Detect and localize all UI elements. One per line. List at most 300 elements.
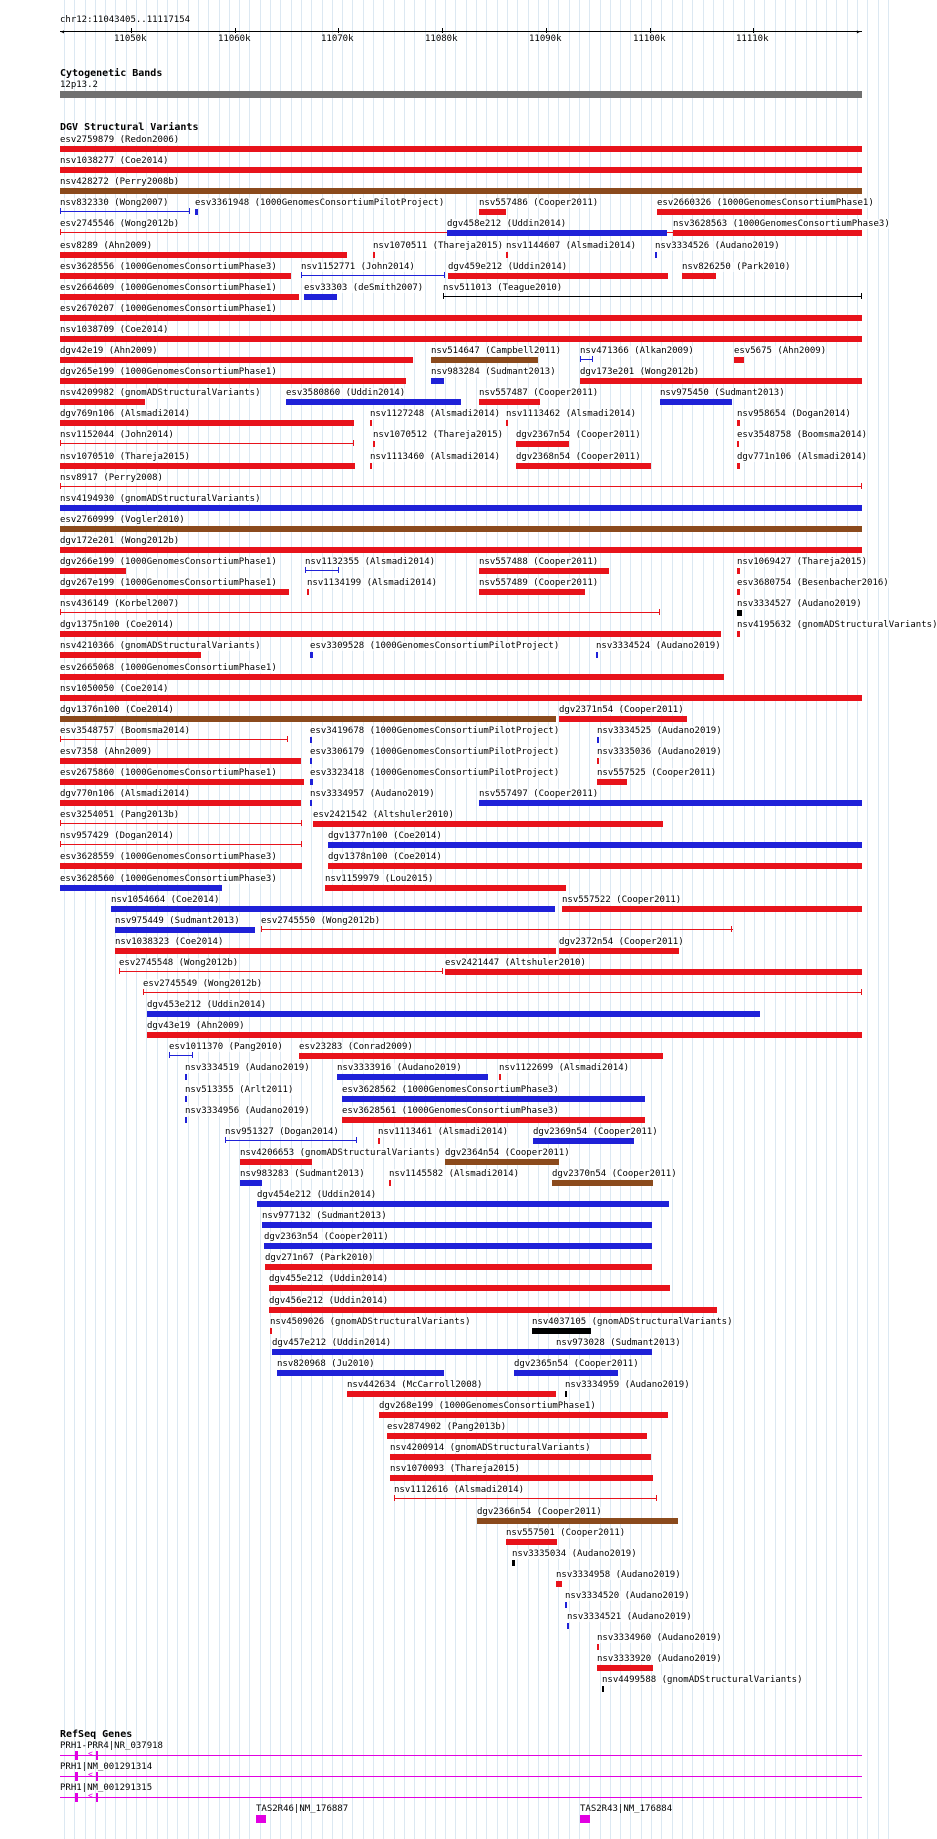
variant-label[interactable]: esv2760999 (Vogler2010) [60,515,185,525]
variant-label[interactable]: nsv3334960 (Audano2019) [597,1633,722,1643]
variant-bar[interactable] [370,420,372,426]
variant-label[interactable]: nsv951327 (Dogan2014) [225,1127,339,1137]
variant-bar[interactable] [342,1117,645,1123]
variant-bar[interactable] [60,589,289,595]
gene-exon[interactable] [75,1793,78,1802]
variant-bar[interactable] [516,463,651,469]
variant-bar[interactable] [373,252,375,258]
variant-bar[interactable] [60,167,862,173]
variant-label[interactable]: esv2665068 (1000GenomesConsortiumPhase1) [60,663,277,673]
variant-bar[interactable] [596,652,598,658]
variant-bar[interactable] [115,927,255,933]
variant-label[interactable]: nsv511013 (Teague2010) [443,283,563,293]
variant-bar[interactable] [60,823,302,824]
variant-label[interactable]: nsv471366 (Alkan2009) [580,346,694,356]
variant-bar[interactable] [373,441,375,447]
variant-label[interactable]: dgv2367n54 (Cooper2011) [516,430,641,440]
variant-label[interactable]: nsv3334956 (Audano2019) [185,1106,310,1116]
variant-label[interactable]: esv3628556 (1000GenomesConsortiumPhase3) [60,262,277,272]
variant-bar[interactable] [737,631,740,637]
variant-label[interactable]: esv3306179 (1000GenomesConsortiumPilotProject) [310,747,560,757]
variant-bar[interactable] [60,315,862,321]
variant-bar[interactable] [378,1138,380,1144]
variant-bar[interactable] [60,739,288,740]
variant-bar[interactable] [389,1180,391,1186]
variant-bar[interactable] [737,441,739,447]
variant-bar[interactable] [737,568,740,574]
variant-bar[interactable] [60,336,862,342]
variant-bar[interactable] [394,1498,657,1499]
gene-exon[interactable] [75,1772,78,1781]
variant-label[interactable]: dgv454e212 (Uddin2014) [257,1190,377,1200]
variant-label[interactable]: dgv770n106 (Alsmadi2014) [60,789,191,799]
variant-bar[interactable] [60,252,347,258]
variant-label[interactable]: nsv4210366 (gnomADStructuralVariants) [60,641,261,651]
variant-label[interactable]: dgv771n106 (Alsmadi2014) [737,452,868,462]
variant-label[interactable]: dgv1378n100 (Coe2014) [328,852,442,862]
variant-bar[interactable] [597,758,599,764]
gene-label[interactable]: PRH1|NM_001291315 [60,1783,153,1793]
variant-label[interactable]: nsv1070093 (Thareja2015) [390,1464,521,1474]
variant-label[interactable]: nsv557486 (Cooper2011) [479,198,599,208]
variant-bar[interactable] [111,906,555,912]
variant-bar[interactable] [532,1328,591,1334]
variant-bar[interactable] [60,357,413,363]
variant-bar[interactable] [60,885,222,891]
variant-bar[interactable] [387,1433,647,1439]
variant-bar[interactable] [269,1307,717,1313]
variant-bar[interactable] [379,1412,668,1418]
variant-bar[interactable] [60,443,354,444]
variant-label[interactable]: nsv436149 (Korbel2007) [60,599,180,609]
variant-label[interactable]: nsv3334959 (Audano2019) [565,1380,690,1390]
gene-exon[interactable] [96,1751,98,1760]
variant-bar[interactable] [60,294,299,300]
variant-label[interactable]: nsv428272 (Perry2008b) [60,177,180,187]
variant-bar[interactable] [60,526,862,532]
variant-bar[interactable] [370,463,372,469]
variant-label[interactable]: nsv3334525 (Audano2019) [597,726,722,736]
variant-bar[interactable] [310,737,312,743]
variant-label[interactable]: nsv1038277 (Coe2014) [60,156,169,166]
variant-label[interactable]: dgv457e212 (Uddin2014) [272,1338,392,1348]
variant-label[interactable]: nsv826250 (Park2010) [682,262,791,272]
gene-label[interactable]: TAS2R46|NM_176887 [256,1804,349,1814]
variant-label[interactable]: nsv4509026 (gnomADStructuralVariants) [270,1317,471,1327]
variant-label[interactable]: nsv3334524 (Audano2019) [596,641,721,651]
variant-bar[interactable] [499,1074,501,1080]
variant-bar[interactable] [737,610,742,616]
variant-bar[interactable] [225,1140,357,1141]
variant-bar[interactable] [559,948,679,954]
variant-label[interactable]: nsv1054664 (Coe2014) [111,895,220,905]
variant-bar[interactable] [60,420,354,426]
variant-label[interactable]: dgv459e212 (Uddin2014) [448,262,568,272]
variant-bar[interactable] [737,463,740,469]
variant-bar[interactable] [185,1074,187,1080]
variant-bar[interactable] [305,570,339,571]
variant-label[interactable]: dgv1375n100 (Coe2014) [60,620,174,630]
variant-label[interactable]: dgv1377n100 (Coe2014) [328,831,442,841]
variant-label[interactable]: nsv1132355 (Alsmadi2014) [305,557,436,567]
variant-label[interactable]: nsv3628563 (1000GenomesConsortiumPhase3) [673,219,890,229]
variant-bar[interactable] [60,486,862,487]
variant-label[interactable]: dgv42e19 (Ahn2009) [60,346,158,356]
variant-bar[interactable] [512,1560,515,1566]
variant-bar[interactable] [60,631,721,637]
gene-intron-line[interactable] [60,1797,862,1798]
variant-label[interactable]: nsv557488 (Cooper2011) [479,557,599,567]
variant-label[interactable]: nsv442634 (McCarroll2008) [347,1380,483,1390]
gene-label[interactable]: PRH1|NM_001291314 [60,1762,153,1772]
variant-label[interactable]: nsv514647 (Campbell2011) [431,346,562,356]
variant-label[interactable]: esv2670207 (1000GenomesConsortiumPhase1) [60,304,277,314]
variant-label[interactable]: nsv975450 (Sudmant2013) [660,388,785,398]
variant-bar[interactable] [143,992,862,993]
variant-label[interactable]: esv3309528 (1000GenomesConsortiumPilotProject) [310,641,560,651]
variant-label[interactable]: esv2675860 (1000GenomesConsortiumPhase1) [60,768,277,778]
variant-bar[interactable] [60,188,862,194]
variant-bar[interactable] [506,252,508,258]
variant-label[interactable]: nsv4195632 (gnomADStructuralVariants) [737,620,937,630]
variant-label[interactable]: nsv3334958 (Audano2019) [556,1570,681,1580]
variant-label[interactable]: nsv832330 (Wong2007) [60,198,169,208]
gene-exon[interactable] [96,1772,98,1781]
variant-bar[interactable] [60,758,301,764]
variant-bar[interactable] [60,674,724,680]
variant-label[interactable]: nsv983284 (Sudmant2013) [431,367,556,377]
variant-bar[interactable] [304,294,337,300]
variant-label[interactable]: dgv453e212 (Uddin2014) [147,1000,267,1010]
variant-label[interactable]: esv33303 (deSmith2007) [304,283,424,293]
variant-bar[interactable] [60,652,201,658]
variant-label[interactable]: nsv4209982 (gnomADStructuralVariants) [60,388,261,398]
variant-label[interactable]: nsv973028 (Sudmant2013) [556,1338,681,1348]
variant-bar[interactable] [516,441,569,447]
variant-bar[interactable] [673,230,862,236]
variant-bar[interactable] [277,1370,444,1376]
gene-exon[interactable] [580,1815,590,1823]
variant-bar[interactable] [313,821,663,827]
variant-bar[interactable] [60,612,660,613]
variant-label[interactable]: nsv557522 (Cooper2011) [562,895,682,905]
variant-label[interactable]: esv2759879 (Redon2006) [60,135,180,145]
variant-bar[interactable] [307,589,309,595]
variant-label[interactable]: nsv557525 (Cooper2011) [597,768,717,778]
variant-bar[interactable] [567,1623,569,1629]
variant-label[interactable]: dgv2363n54 (Cooper2011) [264,1232,389,1242]
variant-bar[interactable] [431,357,538,363]
variant-bar[interactable] [479,209,506,215]
variant-label[interactable]: nsv1112616 (Alsmadi2014) [394,1485,525,1495]
variant-label[interactable]: nsv1070512 (Thareja2015) [373,430,504,440]
variant-label[interactable]: nsv975449 (Sudmant2013) [115,916,240,926]
variant-bar[interactable] [347,1391,556,1397]
gene-label[interactable]: PRH1-PRR4|NR_037918 [60,1741,163,1751]
variant-bar[interactable] [562,906,862,912]
variant-bar[interactable] [262,1222,652,1228]
variant-bar[interactable] [431,378,444,384]
variant-bar[interactable] [147,1011,760,1017]
variant-bar[interactable] [60,716,556,722]
variant-bar[interactable] [147,1032,862,1038]
variant-bar[interactable] [119,971,443,972]
variant-bar[interactable] [390,1454,651,1460]
variant-label[interactable]: dgv173e201 (Wong2012b) [580,367,700,377]
variant-label[interactable]: nsv3334526 (Audano2019) [655,241,780,251]
variant-label[interactable]: nsv3335036 (Audano2019) [597,747,722,757]
variant-bar[interactable] [559,716,687,722]
variant-label[interactable]: dgv265e199 (1000GenomesConsortiumPhase1) [60,367,277,377]
variant-bar[interactable] [60,844,302,845]
variant-label[interactable]: esv2874902 (Pang2013b) [387,1422,507,1432]
variant-label[interactable]: nsv1038323 (Coe2014) [115,937,224,947]
gene-exon[interactable] [256,1815,266,1823]
variant-label[interactable]: dgv2368n54 (Cooper2011) [516,452,641,462]
variant-label[interactable]: dgv458e212 (Uddin2014) [447,219,567,229]
variant-label[interactable]: nsv557497 (Cooper2011) [479,789,599,799]
variant-bar[interactable] [328,842,862,848]
variant-label[interactable]: esv2745550 (Wong2012b) [261,916,381,926]
variant-label[interactable]: nsv3334527 (Audano2019) [737,599,862,609]
variant-bar[interactable] [240,1180,262,1186]
variant-bar[interactable] [240,1159,312,1165]
variant-label[interactable]: dgv2371n54 (Cooper2011) [559,705,684,715]
variant-bar[interactable] [60,547,862,553]
variant-bar[interactable] [682,273,716,279]
variant-label[interactable]: dgv267e199 (1000GenomesConsortiumPhase1) [60,578,277,588]
variant-bar[interactable] [169,1055,193,1056]
variant-label[interactable]: esv3680754 (Besenbacher2016) [737,578,889,588]
variant-label[interactable]: esv8289 (Ahn2009) [60,241,153,251]
variant-bar[interactable] [60,568,126,574]
variant-label[interactable]: esv3254051 (Pang2013b) [60,810,180,820]
variant-label[interactable]: nsv8917 (Perry2008) [60,473,163,483]
variant-label[interactable]: dgv266e199 (1000GenomesConsortiumPhase1) [60,557,277,567]
variant-bar[interactable] [479,800,862,806]
variant-bar[interactable] [737,589,740,595]
variant-label[interactable]: dgv271n67 (Park2010) [265,1253,374,1263]
variant-bar[interactable] [580,378,862,384]
variant-bar[interactable] [597,1665,653,1671]
variant-label[interactable]: nsv1145582 (Alsmadi2014) [389,1169,520,1179]
variant-label[interactable]: esv3628560 (1000GenomesConsortiumPhase3) [60,874,277,884]
variant-bar[interactable] [60,211,190,212]
variant-bar[interactable] [477,1518,678,1524]
variant-label[interactable]: esv2664609 (1000GenomesConsortiumPhase1) [60,283,277,293]
variant-bar[interactable] [185,1117,187,1123]
variant-label[interactable]: nsv3334519 (Audano2019) [185,1063,310,1073]
variant-bar[interactable] [310,758,312,764]
variant-bar[interactable] [310,652,313,658]
variant-label[interactable]: nsv977132 (Sudmant2013) [262,1211,387,1221]
variant-bar[interactable] [60,505,862,511]
variant-bar[interactable] [185,1096,187,1102]
variant-label[interactable]: esv3548757 (Boomsma2014) [60,726,191,736]
variant-bar[interactable] [597,737,599,743]
variant-label[interactable]: esv2421542 (Altshuler2010) [313,810,454,820]
variant-bar[interactable] [195,209,198,215]
variant-bar[interactable] [660,399,732,405]
variant-label[interactable]: esv1011370 (Pang2010) [169,1042,283,1052]
variant-label[interactable]: nsv1038709 (Coe2014) [60,325,169,335]
variant-bar[interactable] [565,1391,567,1397]
variant-bar[interactable] [60,399,145,405]
variant-bar[interactable] [655,252,657,258]
variant-bar[interactable] [602,1686,604,1692]
variant-label[interactable]: nsv983283 (Sudmant2013) [240,1169,365,1179]
variant-label[interactable]: esv3628559 (1000GenomesConsortiumPhase3) [60,852,277,862]
variant-bar[interactable] [60,146,862,152]
variant-label[interactable]: nsv1070510 (Thareja2015) [60,452,191,462]
variant-bar[interactable] [60,800,301,806]
variant-label[interactable]: esv3361948 (1000GenomesConsortiumPilotProject) [195,198,445,208]
variant-label[interactable]: dgv456e212 (Uddin2014) [269,1296,389,1306]
gene-intron-line[interactable] [60,1776,862,1777]
variant-label[interactable]: esv3548758 (Boomsma2014) [737,430,868,440]
variant-label[interactable]: nsv1050050 (Coe2014) [60,684,169,694]
variant-label[interactable]: nsv4194930 (gnomADStructuralVariants) [60,494,261,504]
variant-label[interactable]: nsv1069427 (Thareja2015) [737,557,868,567]
variant-label[interactable]: esv3419678 (1000GenomesConsortiumPilotProject) [310,726,560,736]
variant-label[interactable]: nsv3334520 (Audano2019) [565,1591,690,1601]
variant-label[interactable]: nsv1122699 (Alsmadi2014) [499,1063,630,1073]
variant-label[interactable]: nsv4037105 (gnomADStructuralVariants) [532,1317,733,1327]
variant-bar[interactable] [60,779,304,785]
variant-bar[interactable] [447,230,667,236]
variant-bar[interactable] [272,1349,652,1355]
variant-label[interactable]: dgv43e19 (Ahn2009) [147,1021,245,1031]
variant-bar[interactable] [270,1328,272,1334]
variant-label[interactable]: dgv1376n100 (Coe2014) [60,705,174,715]
variant-label[interactable]: nsv4200914 (gnomADStructuralVariants) [390,1443,591,1453]
variant-bar[interactable] [514,1370,618,1376]
variant-bar[interactable] [60,863,302,869]
variant-label[interactable]: esv2745548 (Wong2012b) [119,958,239,968]
variant-label[interactable]: esv3628562 (1000GenomesConsortiumPhase3) [342,1085,559,1095]
variant-bar[interactable] [328,863,862,869]
variant-label[interactable]: nsv1070511 (Thareja2015) [373,241,504,251]
variant-bar[interactable] [506,1539,557,1545]
variant-label[interactable]: nsv513355 (Arlt2011) [185,1085,294,1095]
variant-label[interactable]: dgv2365n54 (Cooper2011) [514,1359,639,1369]
variant-label[interactable]: nsv557501 (Cooper2011) [506,1528,626,1538]
variant-bar[interactable] [269,1285,670,1291]
variant-bar[interactable] [552,1180,653,1186]
variant-bar[interactable] [257,1201,669,1207]
variant-bar[interactable] [60,378,406,384]
variant-bar[interactable] [390,1475,653,1481]
variant-bar[interactable] [443,296,862,297]
variant-bar[interactable] [325,885,566,891]
variant-label[interactable]: nsv1113460 (Alsmadi2014) [370,452,501,462]
variant-bar[interactable] [565,1602,567,1608]
gene-label[interactable]: TAS2R43|NM_176884 [580,1804,673,1814]
variant-label[interactable]: nsv1152044 (John2014) [60,430,174,440]
variant-label[interactable]: nsv3333920 (Audano2019) [597,1654,722,1664]
variant-bar[interactable] [115,948,556,954]
variant-bar[interactable] [445,1159,559,1165]
variant-label[interactable]: esv7358 (Ahn2009) [60,747,153,757]
variant-label[interactable]: nsv4206653 (gnomADStructuralVariants) [240,1148,441,1158]
variant-label[interactable]: esv3628561 (1000GenomesConsortiumPhase3) [342,1106,559,1116]
variant-bar[interactable] [556,1581,562,1587]
variant-label[interactable]: nsv958654 (Dogan2014) [737,409,851,419]
cytoband-bar[interactable] [60,91,862,98]
variant-label[interactable]: esv23283 (Conrad2009) [299,1042,413,1052]
variant-bar[interactable] [533,1138,634,1144]
variant-label[interactable]: nsv3333916 (Audano2019) [337,1063,462,1073]
variant-label[interactable]: nsv557489 (Cooper2011) [479,578,599,588]
variant-label[interactable]: nsv1144607 (Alsmadi2014) [506,241,637,251]
variant-label[interactable]: nsv1113462 (Alsmadi2014) [506,409,637,419]
variant-label[interactable]: dgv2366n54 (Cooper2011) [477,1507,602,1517]
variant-label[interactable]: nsv557487 (Cooper2011) [479,388,599,398]
variant-label[interactable]: nsv820968 (Ju2010) [277,1359,375,1369]
variant-label[interactable]: dgv2369n54 (Cooper2011) [533,1127,658,1137]
variant-label[interactable]: nsv4499588 (gnomADStructuralVariants) [602,1675,803,1685]
variant-label[interactable]: esv5675 (Ahn2009) [734,346,827,356]
variant-label[interactable]: dgv268e199 (1000GenomesConsortiumPhase1) [379,1401,596,1411]
variant-bar[interactable] [597,1644,599,1650]
variant-label[interactable]: nsv1113461 (Alsmadi2014) [378,1127,509,1137]
variant-label[interactable]: dgv2370n54 (Cooper2011) [552,1169,677,1179]
variant-bar[interactable] [60,695,862,701]
variant-bar[interactable] [734,357,744,363]
variant-label[interactable]: nsv3334957 (Audano2019) [310,789,435,799]
variant-bar[interactable] [264,1243,652,1249]
variant-label[interactable]: esv2660326 (1000GenomesConsortiumPhase1) [657,198,874,208]
variant-label[interactable]: esv2745546 (Wong2012b) [60,219,180,229]
variant-bar[interactable] [310,800,312,806]
variant-bar[interactable] [286,399,461,405]
variant-bar[interactable] [737,420,740,426]
variant-label[interactable]: dgv2372n54 (Cooper2011) [559,937,684,947]
variant-label[interactable]: nsv3335034 (Audano2019) [512,1549,637,1559]
variant-bar[interactable] [265,1264,652,1270]
gene-intron-line[interactable] [60,1755,862,1756]
variant-bar[interactable] [337,1074,488,1080]
variant-bar[interactable] [60,273,291,279]
variant-label[interactable]: nsv1159979 (Lou2015) [325,874,434,884]
variant-bar[interactable] [448,273,668,279]
variant-bar[interactable] [479,399,540,405]
variant-bar[interactable] [597,779,627,785]
variant-label[interactable]: nsv3334521 (Audano2019) [567,1612,692,1622]
gene-exon[interactable] [96,1793,98,1802]
variant-bar[interactable] [310,779,313,785]
variant-bar[interactable] [657,209,862,215]
variant-label[interactable]: nsv1134199 (Alsmadi2014) [307,578,438,588]
variant-label[interactable]: nsv1127248 (Alsmadi2014) [370,409,501,419]
variant-label[interactable]: dgv455e212 (Uddin2014) [269,1274,389,1284]
variant-label[interactable]: dgv769n106 (Alsmadi2014) [60,409,191,419]
variant-label[interactable]: dgv172e201 (Wong2012b) [60,536,180,546]
variant-bar[interactable] [479,568,609,574]
gene-exon[interactable] [75,1751,78,1760]
variant-label[interactable]: dgv2364n54 (Cooper2011) [445,1148,570,1158]
variant-label[interactable]: esv2421447 (Altshuler2010) [445,958,586,968]
variant-bar[interactable] [479,589,585,595]
variant-label[interactable]: esv2745549 (Wong2012b) [143,979,263,989]
variant-bar[interactable] [445,969,862,975]
variant-bar[interactable] [299,1053,663,1059]
variant-bar[interactable] [261,929,733,930]
variant-bar[interactable] [556,1349,593,1355]
variant-label[interactable]: nsv1152771 (John2014) [301,262,415,272]
variant-bar[interactable] [60,463,355,469]
variant-label[interactable]: esv3323418 (1000GenomesConsortiumPilotProject) [310,768,560,778]
